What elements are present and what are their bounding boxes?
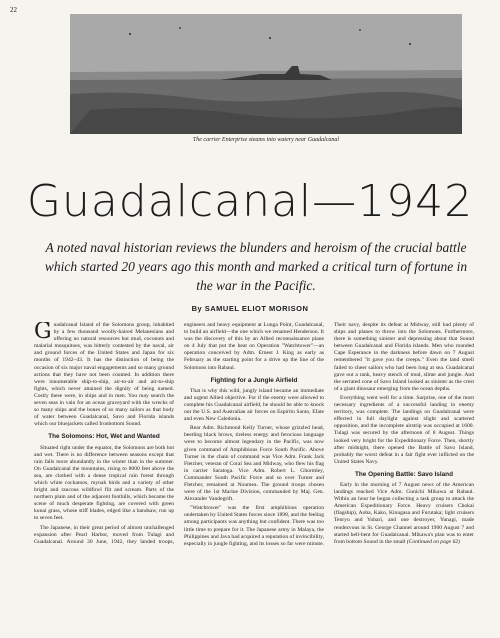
paragraph: Rear Adm. Richmond Kelly Turner, whose grizzled head, beetling black brows, tireless energy and ferocious language were to become almost legendary in the Pacific, was now given command of Amphibious Force South Pacific. Above Turner in the chain of command was Vice Adm. Frank Jack Fletcher, veteran of Coral Sea and Midway, who flew his flag in carrier Saratoga. Vice Adm. Robert L. Ghormley, Commander South Pacific Force and so over Turner and Fletcher, remained at Noumea. The ground troops chosen were of the 1st Marine Division, commanded by Maj. Gen. Alexander Vandegrift.: [184, 425, 324, 503]
paragraph: The Japanese, in their great period of almost unchallenged expansion after Pearl Harbor, moved from Tulagi and Guadalcanal. Around 30 June, 1942, they landed troops, engineers and heavy equipment at Lunga Point, Guadalcanal, to build an airfield—the one which we renamed Henderson. It was the discovery of this by an Allied reconnaissance plane on 4 July that put the heat on Operation "Watchtower"—an operation conceived by Adm. Ernest J. King as early as February as the starting point for a drive up the line of the Solomons into Rabaul.: [34, 322, 324, 545]
paragraph: [334, 482, 474, 546]
paragraph-text: Early in the morning of 7 August news of the American landings reached Vice Adm. Gunichi Mikawa at Rabaul. Within an hour he began collecting a task group to attack the American Expeditionary Force. Heavy cruisers Chokai (flagship), Aoba, Kako, Kinugasa and Furutaka; light cruisers Tenryu and Yubari, and one destroyer, Yunagi, made rendezvous in St. George Channel around 1900 August 7 and started hell-bent for Guadalcanal. Mikawa's plan was to enter from bottom Sound in the small: [334, 481, 474, 545]
paragraph: "Watchtower" was the first amphibious operation undertaken by United States forces since 1898, and the feeling among participants was anything but confident. There was too little time to prepare for it. The Japanese army in Malaya, the Philippines and Java had acquired a reputation of invincibility, especially in jungle fighting, and its losses so far were minute. Their navy, despite its defeat at Midway, still had plenty of ships and planes to throw into the Solomons. Furthermore, there is something sinister and depressing about that Sound between Guadalcanal and Florida islands. Men who rounded Cape Esperance in the darkness before dawn on 7 August remembered "it gave you the creeps." Even the land smell failed to cheer sailors who had been long at sea. Guadalcanal gave out a rank, heavy stench of mud, slime and jungle. And the serrated cone of Savo Island looked as sinister as the crest of a giant dinosaur emerging from the ocean depths.: [184, 322, 474, 547]
article-title: Guadalcanal—1942: [26, 176, 474, 227]
paragraph: Situated right under the equator, the Solomons are both hot and wet. There is no difference between seasons except that rain falls more abundantly in the winter than in the summer. On Guadalcanal the mountains, rising to 8000 feet above the sea, are clothed with a dense tropical rain forest through which white cockatoos, mynah birds and a variety of other bright and raucous wildfowl flit and scream. Parts of the northern plain and of the adjacent foothills, which became the scene of much desperate fighting, are covered with green kunai grass, whose stiff blades, edged like a bandsaw, run up to seven feet.: [34, 444, 174, 522]
page-number: 22: [10, 6, 17, 14]
paragraph: That is why this wild, jungly island became an immediate and urgent Allied objective. For if the enemy were allowed to complete his Guadalcanal airfield, he should be able to knock out the U.S. and Australian air forces on Espiritu Santo, Efate and even New Caledonia.: [184, 387, 324, 423]
carrier-photo-art: [70, 14, 462, 134]
byline: By SAMUEL ELIOT MORISON: [191, 304, 309, 313]
continued-link[interactable]: (Continued on page 62): [406, 538, 461, 545]
subhead: The Solomons: Hot, Wet and Wanted: [48, 433, 160, 441]
paragraph: [34, 322, 174, 428]
subhead: Fighting for a Jungle Airfield: [210, 376, 298, 384]
subhead: The Opening Battle: Savo Island: [354, 470, 453, 478]
drop-cap: G: [34, 322, 52, 344]
article-body: [34, 322, 474, 627]
photo-caption: The carrier Enterprise steams into watery near Guadalcanal: [192, 137, 340, 143]
carrier-photo: [70, 14, 462, 134]
article-deck: A noted naval historian reviews the blunders and heroism of the crucial battle which started 20 years ago this month and marked a critical turn of fortune in the war in the Pacific.: [44, 240, 468, 293]
paragraph-text: uadalcanal Island of the Solomons group, inhabited by a few thousand woolly-haired Melanesians and offering no natural resources but mud, coconuts and malarial mosquitoes, was bitterly contested by the naval, air and ground forces of the United States and Japan for six months of 1942–43. It has the distinction of being the occasion of six major naval engagements and so many ground actions that they have not been counted. In addition there were innumerable ship-to-ship, air-to-air and air-to-ship fights, which never attained the dignity of being named. Costly these were, in ships and in men. You may search the seven seas in vain for an ocean graveyard with the wrecks of so many ships and the bones of so many sailors as that body of water between Guadalcanal, Savo and Florida islands which our bluejackets called Ironbottom Sound.: [34, 322, 174, 428]
paragraph: Everything went well for a time. Surprise, one of the most necessary ingredients of a successful landing in enemy territory, was complete. The landings on Guadalcanal were effected in full daylight against slight and scattered opposition, and the incomplete airstrip was occupied at 1600. Tulagi was secured by the afternoon of 8 August. Things looked very bright for the Expeditionary Force. Then, shortly after midnight, there opened the Battle of Savo Island, probably the worst defeat in a fair fight ever inflicted on the United States Navy.: [334, 394, 474, 465]
